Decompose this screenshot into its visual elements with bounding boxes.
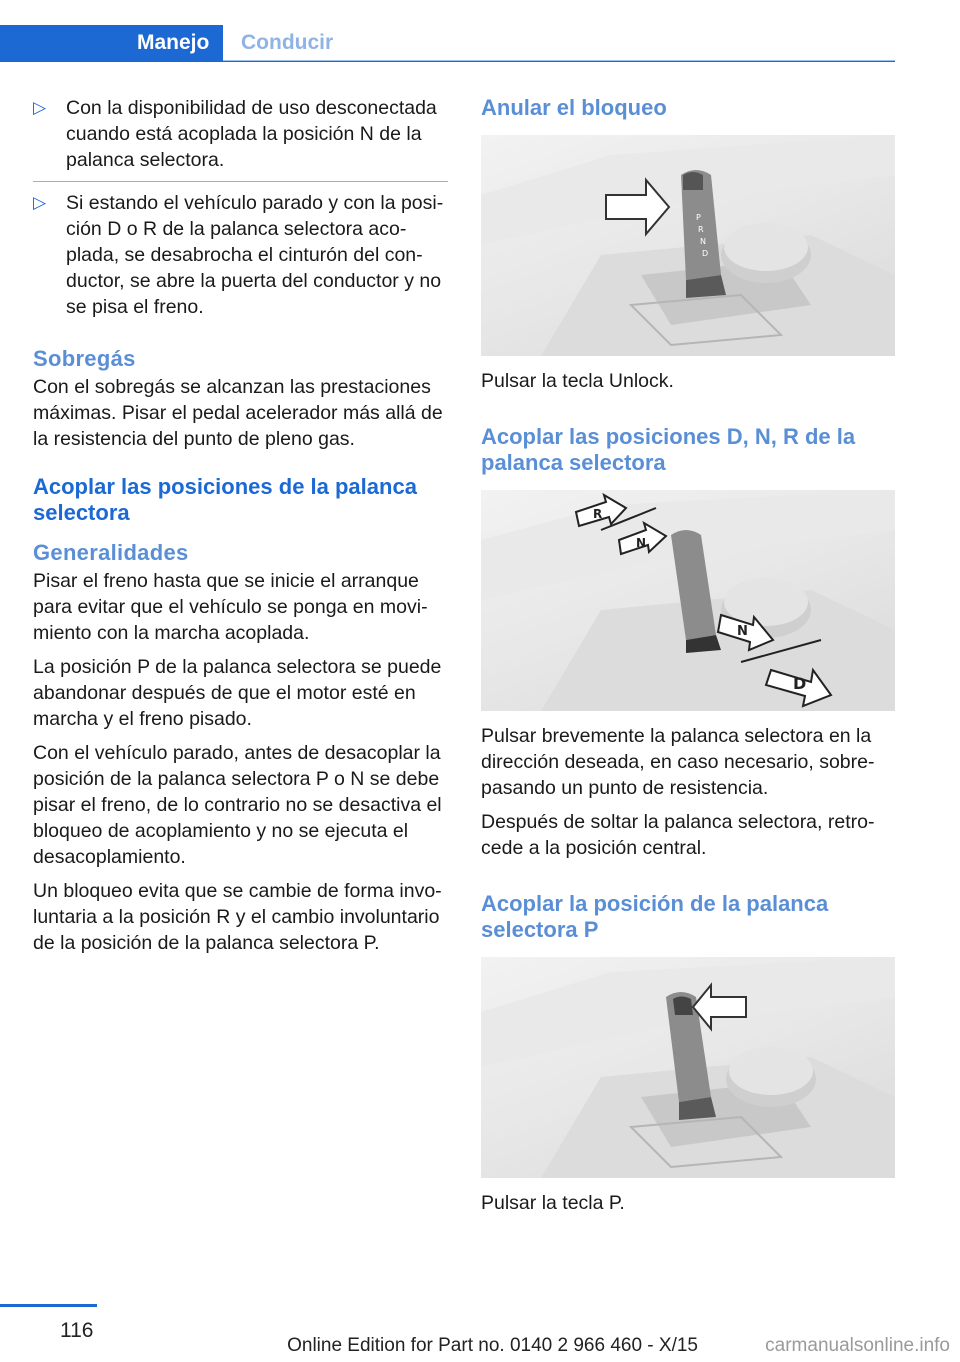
heading-acoplar-p: Acoplar la posición de la palanca selectora P — [481, 891, 829, 942]
list-divider — [33, 181, 448, 182]
page-header — [0, 0, 895, 62]
gear-selector-directions-illustration — [481, 490, 895, 711]
triangle-bullet-icon: ▷ — [33, 98, 47, 117]
fig2-label-d: D — [793, 674, 807, 693]
edition-text: Online Edition for Part no. 0140 2 966 460 - X/15 — [287, 1335, 698, 1356]
lever-label-d: D — [702, 249, 709, 258]
heading-anular-bloqueo: Anular el bloqueo — [481, 95, 667, 120]
lever-label-n: N — [700, 237, 706, 246]
lever-label-r: R — [698, 225, 704, 234]
paragraph-dnr: Después de soltar la palanca selectora, retro‐cede a la posición central. — [481, 811, 875, 859]
paragraph: Pisar el freno hasta que se inicie el arranque para evitar que el vehículo se ponga en movi‐miento con la marcha acoplada. — [33, 570, 428, 644]
heading-sobregas: Sobregás — [33, 346, 136, 371]
section-tab-manejo[interactable]: Manejo — [0, 25, 223, 61]
header-rule-thin — [223, 60, 895, 61]
paragraph-sobregas: Con el sobregás se alcanzan las prestaciones máximas. Pisar el pedal acelerador más allá de la resistencia del punto de pleno gas. — [33, 376, 443, 450]
footer-rule — [0, 1304, 97, 1307]
heading-acoplar-dnr: Acoplar las posiciones D, N, R de la palanca selectora — [481, 424, 856, 475]
paragraph-p: Pulsar la tecla P. — [481, 1192, 625, 1214]
figure-p — [481, 957, 895, 1178]
gear-selector-p-illustration — [481, 957, 895, 1178]
fig2-label-r: R — [593, 507, 603, 521]
right-column — [481, 95, 895, 1224]
figure-unlock — [481, 135, 895, 356]
triangle-bullet-icon: ▷ — [33, 193, 47, 212]
list-item — [33, 190, 448, 320]
paragraph-dnr: Pulsar brevemente la palanca selectora en la dirección deseada, en caso necesario, sobre‐pasando un punto de resistencia. — [481, 725, 875, 799]
list-item-text: Con la disponibilidad de uso desconectada cuando está acoplada la posición N de la palanca selectora. — [66, 97, 437, 171]
section-tab-conducir[interactable]: Conducir — [241, 31, 334, 54]
paragraph-anular: Pulsar la tecla Unlock. — [481, 370, 674, 392]
paragraph: Con el vehículo parado, antes de desacoplar la posición de la palanca selectora P o N se debe pisar el freno, de lo contrario no se desactiva el bloqueo de acoplamiento y no se ejecuta el desacoplamiento. — [33, 742, 442, 868]
paragraph: La posición P de la palanca selectora se puede abandonar después de que el motor esté en marcha y el freno pisado. — [33, 656, 442, 730]
page-number: 116 — [60, 1319, 94, 1342]
list-item — [33, 95, 448, 173]
watermark: carmanualsonline.info — [765, 1335, 950, 1356]
gear-selector-illustration — [481, 135, 895, 356]
left-column — [33, 95, 448, 964]
paragraph: Un bloqueo evita que se cambie de forma invo‐luntaria a la posición R y el cambio involuntario de la posición de la palanca selectora P. — [33, 880, 442, 954]
list-item-text: Si estando el vehículo parado y con la posi‐ción D o R de la palanca selectora aco‐plada, se desabrocha el cinturón del con‐ductor, se abre la puerta del conductor y no se pisa el freno. — [66, 192, 444, 318]
figure-dnr — [481, 490, 895, 711]
lever-label-p: P — [696, 213, 701, 222]
heading-acoplar-posiciones: Acoplar las posiciones de la palanca selectora — [33, 474, 417, 525]
fig2-label-n-down: N — [737, 624, 748, 639]
heading-generalidades: Generalidades — [33, 540, 189, 565]
fig2-label-n-up: N — [636, 536, 647, 550]
